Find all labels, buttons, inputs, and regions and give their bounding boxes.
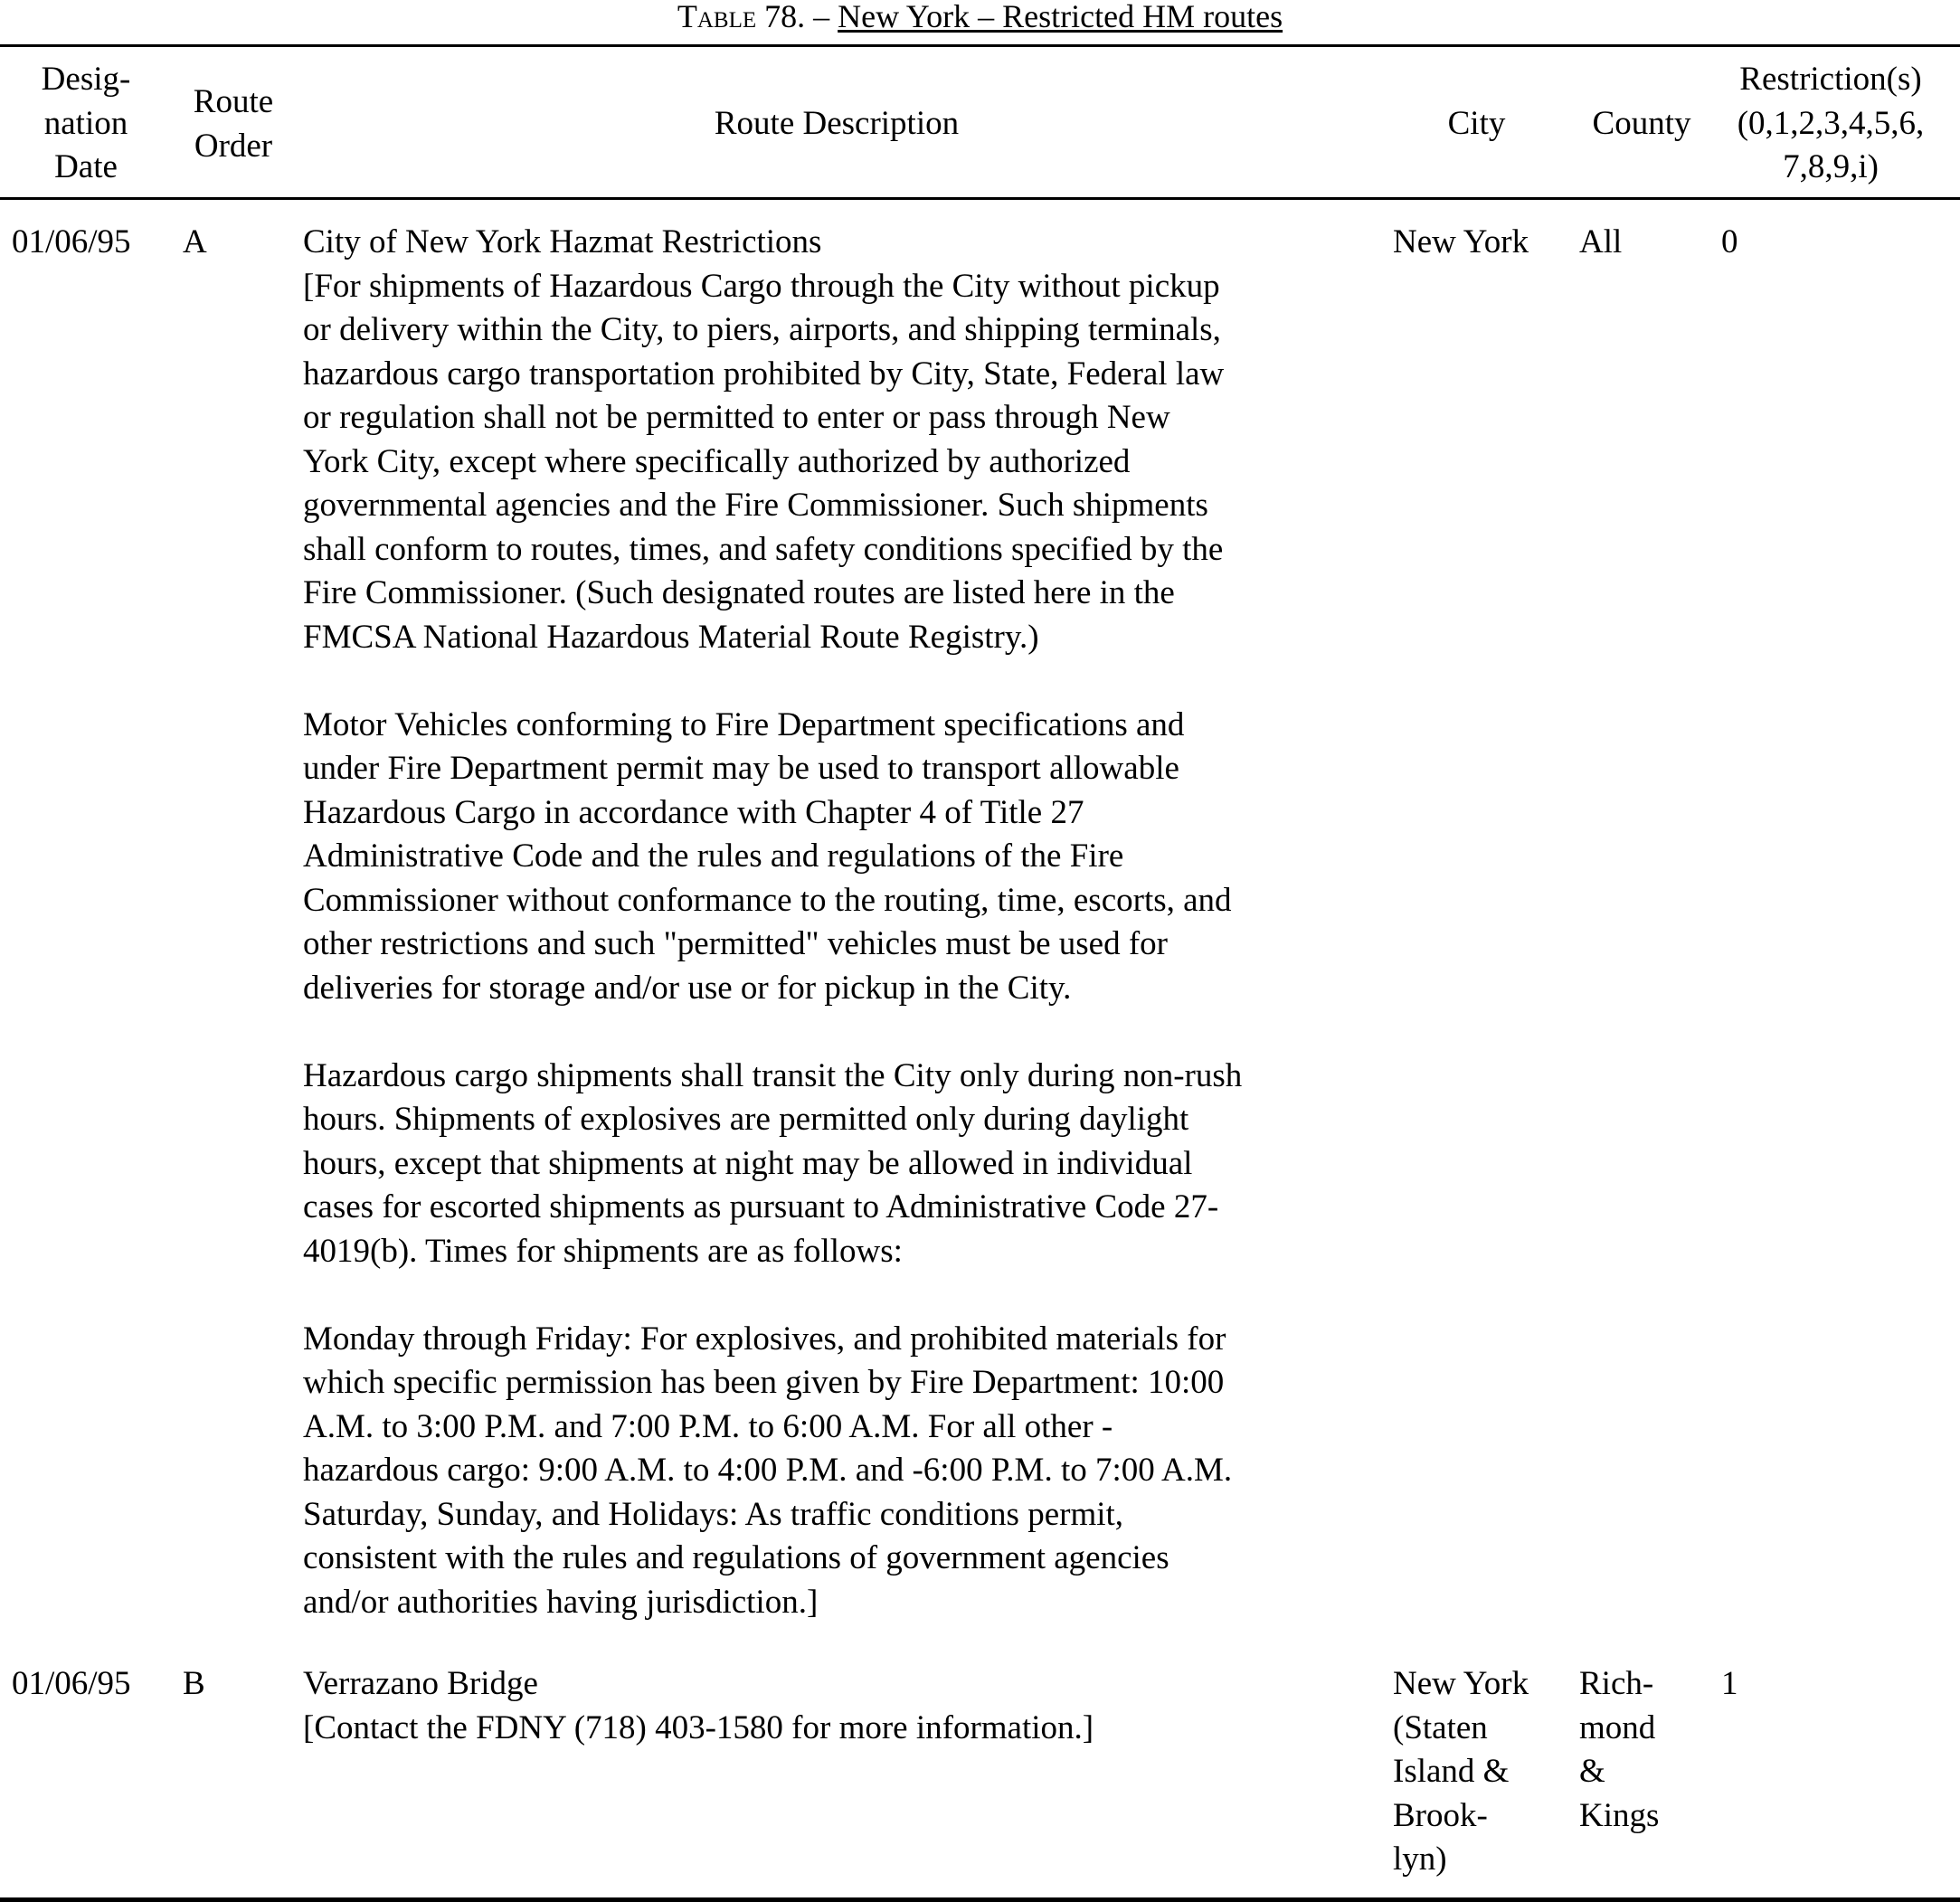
city-line: lyn) bbox=[1393, 1840, 1447, 1878]
row-b-restrictions: 1 bbox=[1721, 1665, 1738, 1702]
header-designation-date-line: Date bbox=[54, 148, 118, 185]
description-line: Motor Vehicles conforming to Fire Department specifications and bbox=[303, 705, 1185, 743]
caption-separator: – bbox=[805, 0, 838, 34]
description-line: and/or authorities having jurisdiction.] bbox=[303, 1583, 819, 1621]
row-a-restrictions: 0 bbox=[1721, 223, 1738, 260]
header-route-order bbox=[177, 80, 289, 168]
row-b-city bbox=[1393, 1662, 1529, 1882]
description-line: Monday through Friday: For explosives, and prohibited materials for bbox=[303, 1320, 1226, 1358]
description-line: York City, except where specifically authorized by authorized bbox=[303, 442, 1131, 480]
description-line: or regulation shall not be permitted to enter or pass through New bbox=[303, 399, 1170, 436]
county-line: & bbox=[1579, 1753, 1605, 1790]
description-line: Hazardous Cargo in accordance with Chapter 4 of Title 27 bbox=[303, 793, 1084, 831]
description-line: Saturday, Sunday, and Holidays: As traffic conditions permit, bbox=[303, 1495, 1124, 1533]
city-line: Brook- bbox=[1393, 1796, 1488, 1834]
row-a-route-name: City of New York Hazmat Restrictions bbox=[303, 223, 822, 260]
table-bottom-rule bbox=[0, 1897, 1960, 1902]
row-a-county bbox=[1579, 221, 1622, 265]
header-designation-date bbox=[0, 58, 172, 190]
description-line: which specific permission has been given by Fire Department: 10:00 bbox=[303, 1364, 1225, 1401]
row-b-route-order: B bbox=[183, 1665, 205, 1702]
row-a-description-paragraph bbox=[303, 1318, 1379, 1625]
description-line: or delivery within the City, to piers, airports, and shipping terminals, bbox=[303, 311, 1221, 348]
header-route-description bbox=[303, 102, 1370, 147]
header-restrictions bbox=[1713, 58, 1948, 190]
description-line: Commissioner without conformance to the routing, time, escorts, and bbox=[303, 881, 1232, 919]
description-line: under Fire Department permit may be used to transport allowable bbox=[303, 750, 1179, 787]
header-designation-date-line: Desig- bbox=[41, 61, 131, 98]
description-line: Fire Commissioner. (Such designated routes are listed here in the bbox=[303, 574, 1175, 611]
header-county bbox=[1574, 102, 1709, 147]
header-restrictions-line: Restriction(s) bbox=[1739, 61, 1922, 98]
header-bottom-rule bbox=[0, 197, 1960, 200]
description-line: Administrative Code and the rules and regulations of the Fire bbox=[303, 837, 1124, 875]
description-line: cases for escorted shipments as pursuant to Administrative Code 27- bbox=[303, 1188, 1219, 1225]
city-line: (Staten bbox=[1393, 1708, 1488, 1746]
county-line: All bbox=[1579, 223, 1623, 260]
description-line: FMCSA National Hazardous Material Route Registry.) bbox=[303, 618, 1039, 656]
table-caption bbox=[0, 0, 1960, 33]
description-line: deliveries for storage and/or use or for pickup in the City. bbox=[303, 969, 1072, 1007]
row-b-route-description bbox=[303, 1662, 1379, 1750]
row-a-city bbox=[1393, 221, 1529, 265]
header-route-order-line: Route bbox=[193, 83, 274, 120]
header-route-order-line: Order bbox=[194, 127, 273, 165]
row-a-description-paragraph bbox=[303, 221, 1379, 659]
header-route-description-label: Route Description bbox=[714, 105, 960, 142]
row-a-route-order: A bbox=[183, 223, 207, 260]
description-line: governmental agencies and the Fire Commissioner. Such shipments bbox=[303, 487, 1208, 524]
city-line: New York bbox=[1393, 223, 1529, 260]
row-a-description-paragraph bbox=[303, 704, 1379, 1011]
description-line: consistent with the rules and regulations of government agencies bbox=[303, 1539, 1169, 1576]
header-city bbox=[1388, 102, 1565, 147]
header-restrictions-line: (0,1,2,3,4,5,6, bbox=[1737, 104, 1925, 142]
description-line: hours, except that shipments at night may be allowed in individual bbox=[303, 1144, 1193, 1182]
table-number: Table 78. bbox=[677, 0, 806, 34]
description-line: hours. Shipments of explosives are permitted only during daylight bbox=[303, 1101, 1189, 1138]
county-line: Rich- bbox=[1579, 1665, 1654, 1702]
table-top-rule bbox=[0, 44, 1960, 47]
description-line: [Contact the FDNY (718) 403-1580 for more information.] bbox=[303, 1708, 1094, 1746]
description-line: [For shipments of Hazardous Cargo through the City without pickup bbox=[303, 267, 1220, 305]
row-a-designation-date: 01/06/95 bbox=[12, 223, 131, 260]
description-line: hazardous cargo transportation prohibited by City, State, Federal law bbox=[303, 355, 1225, 393]
row-b-route-name: Verrazano Bridge bbox=[303, 1665, 538, 1702]
description-line: Hazardous cargo shipments shall transit the City only during non-rush bbox=[303, 1056, 1243, 1094]
city-line: Island & bbox=[1393, 1753, 1510, 1790]
description-line: 4019(b). Times for shipments are as follows: bbox=[303, 1232, 903, 1270]
header-city-label: City bbox=[1447, 105, 1506, 142]
table-title: New York – Restricted HM routes bbox=[838, 0, 1283, 34]
description-line: hazardous cargo: 9:00 A.M. to 4:00 P.M. and -6:00 P.M. to 7:00 A.M. bbox=[303, 1452, 1233, 1489]
description-line: other restrictions and such "permitted" vehicles must be used for bbox=[303, 925, 1168, 962]
header-county-label: County bbox=[1592, 105, 1691, 142]
description-line: A.M. to 3:00 P.M. and 7:00 P.M. to 6:00 A.M. For all other - bbox=[303, 1407, 1113, 1445]
city-line: New York bbox=[1393, 1665, 1529, 1702]
row-b-description-paragraph bbox=[303, 1662, 1379, 1750]
county-line: mond bbox=[1579, 1708, 1656, 1746]
header-designation-date-line: nation bbox=[43, 104, 128, 142]
row-b-county bbox=[1579, 1662, 1659, 1838]
row-a-description-paragraph bbox=[303, 1055, 1379, 1274]
row-a-route-description bbox=[303, 221, 1379, 1624]
county-line: Kings bbox=[1579, 1796, 1660, 1834]
row-b-designation-date: 01/06/95 bbox=[12, 1665, 131, 1702]
header-restrictions-line: 7,8,9,i) bbox=[1783, 148, 1879, 185]
description-line: shall conform to routes, times, and safety conditions specified by the bbox=[303, 530, 1224, 568]
